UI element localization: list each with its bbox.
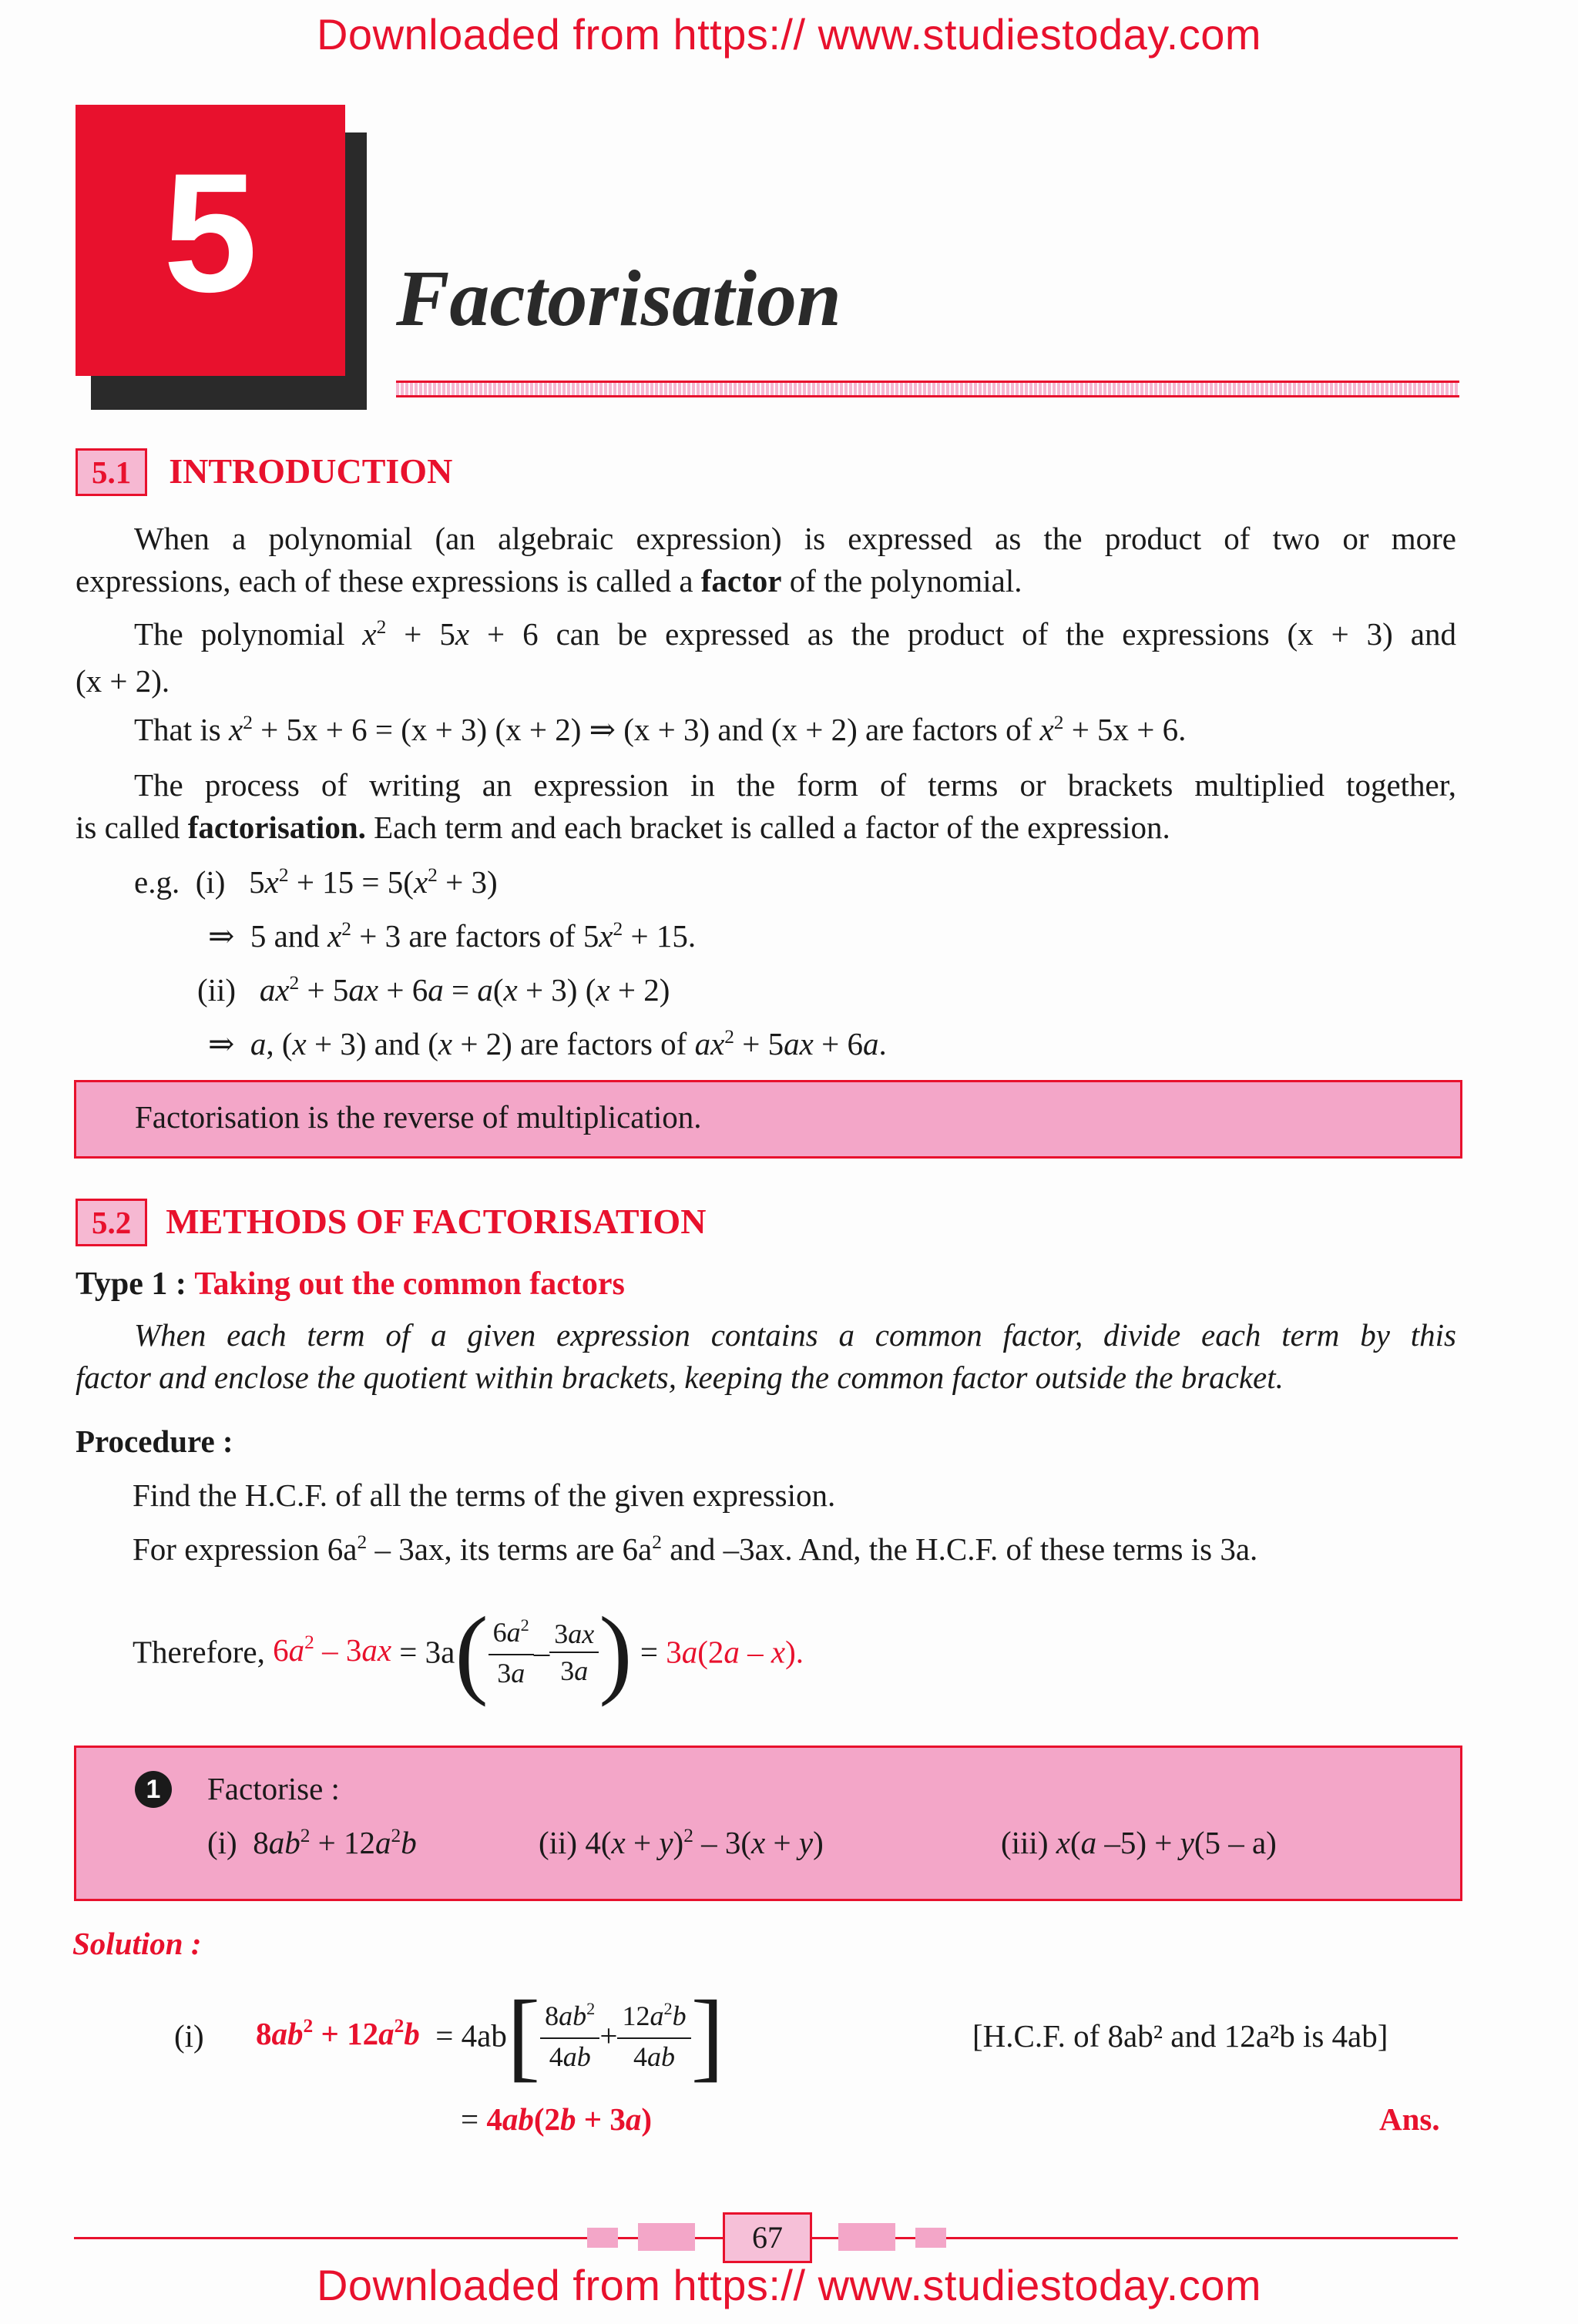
example-part-i: (i) $8ab^2 + 12a^2b$ — [207, 1824, 417, 1860]
section-heading-5-1 — [76, 448, 452, 496]
example-box — [74, 1746, 1462, 1901]
solution-result: = 4ab(2b + 3a) — [461, 2101, 653, 2137]
type-heading: Type 1 : Taking out the common factors — [76, 1266, 625, 1302]
section-title: METHODS OF FACTORISATION — [166, 1202, 707, 1241]
page-number: 67 — [723, 2212, 812, 2263]
chapter-badge — [76, 105, 345, 376]
footer-decor-right-1 — [838, 2223, 895, 2251]
footer-decor-left-2 — [638, 2223, 695, 2251]
intro-paragraph-2: The polynomial $x^2 + 5x + 6$ can be expressed as the product of the expressions (x + 3) and (x + 2). — [76, 615, 1456, 699]
example-part-ii: (ii) $4(x + y)^2 - 3(x + y)$ — [539, 1824, 824, 1860]
footer-decor-left-1 — [587, 2228, 618, 2248]
section-heading-5-2 — [76, 1199, 706, 1246]
intro-paragraph-1: When a polynomial (an algebraic expression) is expressed as the product of two or more expressions, each of these expressions is called a factor of the polynomial. — [76, 521, 1456, 599]
example-number-badge: 1 — [135, 1771, 172, 1808]
solution-label: Solution : — [72, 1926, 202, 1961]
procedure-label: Procedure : — [76, 1424, 233, 1459]
solution-equation: $8ab^2 + 12a^2b = 4ab$[ $\frac{8ab^2}{4ab}$ + $\frac{12a^2b}{4ab}$ ] — [256, 1980, 724, 2091]
procedure-step-2: For expression $6a^2 - 3ax$, its terms are $6a^2$ and –3ax. And, the H.C.F. of these terms is 3a. — [133, 1531, 1258, 1567]
example-instruction: Factorise : — [207, 1771, 340, 1806]
intro-paragraph-3: That is $x^2 + 5x + 6 = (x + 3) (x + 2)$ ⇒ (x + 3) and (x + 2) are factors of $x^2 + 5x + 6$. — [134, 711, 1187, 747]
hcf-note: [H.C.F. of 8ab² and 12a²b is 4ab] — [972, 2018, 1388, 2054]
section-number: 5.1 — [76, 448, 147, 496]
chapter-title: Factorisation — [396, 254, 841, 343]
key-note-box — [74, 1080, 1462, 1159]
section-title: INTRODUCTION — [169, 451, 453, 491]
intro-paragraph-4: The process of writing an expression in the form of terms or brackets multiplied together, is called factorisation. Each term and each bracket is called a factor of the expression. — [76, 767, 1456, 845]
procedure-equation: Therefore, $6a^2 - 3ax = 3a$( $\frac{6a^2}{3a}$ – $\frac{3ax}{3a}$ ) = 3a(2a – x). — [133, 1597, 804, 1708]
answer-label: Ans. — [1379, 2101, 1440, 2137]
section-number: 5.2 — [76, 1199, 147, 1246]
watermark-bottom: Downloaded from https:// www.studiestoday.com — [316, 2261, 1261, 2309]
procedure-step-1: Find the H.C.F. of all the terms of the given expression. — [133, 1477, 836, 1513]
watermark-top: Downloaded from https:// www.studiestoday.com — [316, 10, 1261, 59]
key-note-text: Factorisation is the reverse of multiplication. — [135, 1099, 702, 1135]
solution-part-i-label: (i) — [174, 2018, 204, 2054]
chapter-number: 5 — [163, 138, 258, 327]
footer-decor-right-2 — [915, 2228, 946, 2248]
title-underline — [396, 381, 1459, 397]
example-list: e.g. (i) $5x^2 + 15 = 5(x^2 + 3)$ ⇒ 5 and $x^2 + 3$ are factors of $5x^2 + 15$. (ii) $ax^2 + 5ax + 6a = a(x + 3) (x + 2)$ ⇒ a, (x + 3) and (x + 2) are factors of $ax^2 + 5ax + 6a$. — [134, 864, 887, 1061]
type-description: When each term of a given expression contains a common factor, divide each term by this factor and enclose the quotient within brackets, keeping the common factor outside the bracket. — [76, 1317, 1456, 1395]
example-part-iii: (iii) x(a –5) + y(5 – a) — [1001, 1825, 1277, 1860]
